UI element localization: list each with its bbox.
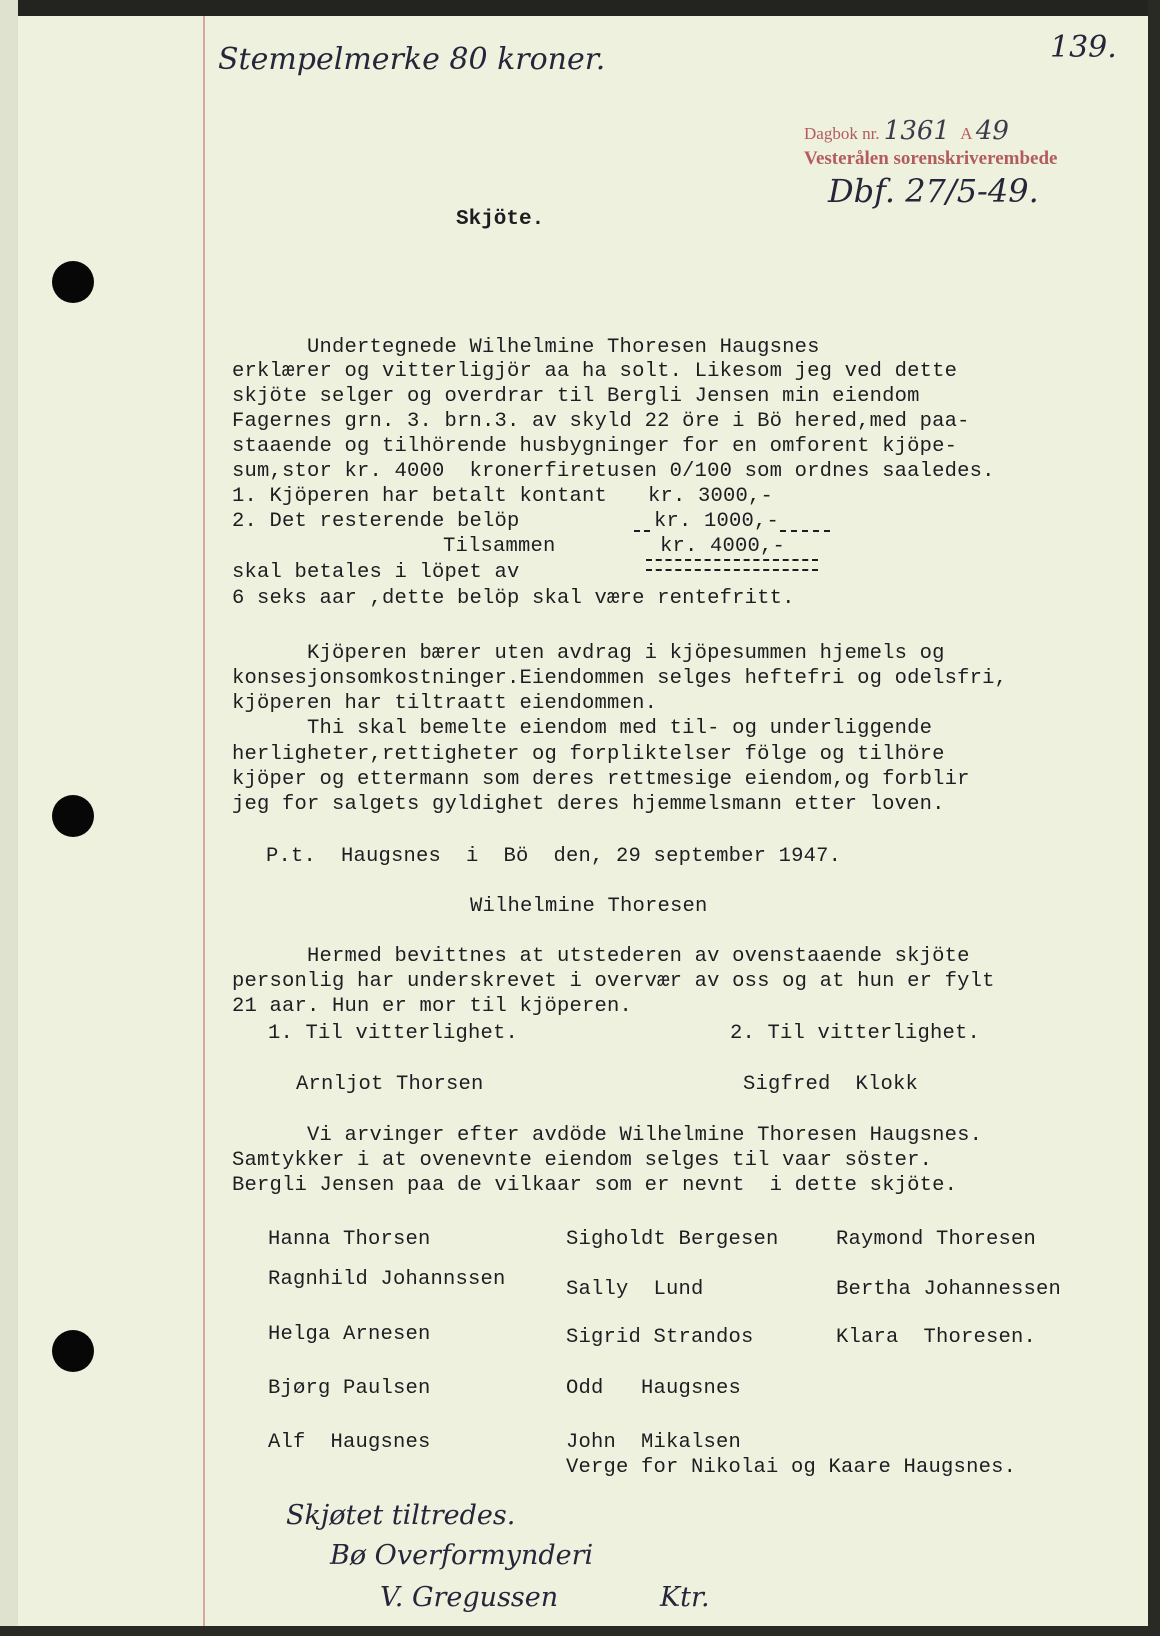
text-line: sum,stor kr. 4000 kronerfiretusen 0/100 som ordnes saaledes. (232, 460, 995, 483)
text-line: Samtykker i at ovenevnte eiendom selges til vaar söster. (232, 1149, 933, 1172)
witness2-name: Sigfred Klokk (743, 1073, 919, 1096)
approval-line: Ktr. (660, 1582, 710, 1613)
payment-line1-amount: kr. 3000,- (648, 485, 774, 508)
approval-line: Bø Overformynderi (330, 1540, 594, 1571)
text-line: kjöper og ettermann som deres rettmesige eiendom,og forblir (232, 768, 970, 791)
page-number: 139. (1050, 30, 1117, 65)
payment-line2-amount: kr. 1000,- (654, 510, 780, 533)
dash-filler (634, 530, 650, 532)
text-line: Bergli Jensen paa de vilkaar som er nevnt i dette skjöte. (232, 1174, 958, 1197)
punch-hole-icon (52, 795, 94, 837)
heir-name: Ragnhild Johannssen (268, 1268, 506, 1291)
text-line: staaende og tilhörende husbygninger for en omforent kjöpe- (232, 435, 958, 458)
text-line: Thi skal bemelte eiendom med til- og underliggende (232, 717, 933, 740)
witness1-label: 1. Til vitterlighet. (268, 1022, 519, 1045)
text-line: konsesjonsomkostninger.Eiendommen selges heftefri og odelsfri, (232, 667, 1008, 690)
heir-name: Sigrid Strandos (566, 1326, 754, 1349)
heir-name: Raymond Thoresen (836, 1228, 1037, 1251)
heir-name: Alf Haugsnes (268, 1431, 431, 1454)
text-line: kjöperen har tiltraatt eiendommen. (232, 692, 658, 715)
heir-name: John Mikalsen (566, 1431, 742, 1454)
witness1-name: Arnljot Thorsen (296, 1073, 484, 1096)
heir-name: Helga Arnesen (268, 1323, 431, 1346)
registry-stamp-office: Vesterålen sorenskriverembede (804, 148, 1058, 169)
text-line: 21 aar. Hun er mor til kjöperen. (232, 995, 633, 1018)
text-line: jeg for salgets gyldighet deres hjemmelsmann etter loven. (232, 793, 945, 816)
heir-name: Sally Lund (566, 1278, 704, 1301)
payment-line1-label: 1. Kjöperen har betalt kontant (232, 485, 608, 508)
stamp-fee-note: Stempelmerke 80 kroner. (218, 42, 606, 77)
text-line: herligheter,rettigheter og forpliktelser fölge og tilhöre (232, 743, 945, 766)
approval-line: V. Gregussen (380, 1582, 559, 1613)
red-margin-line (203, 16, 205, 1626)
text-line: Undertegnede Wilhelmine Thoresen Haugsnes (232, 336, 820, 359)
stamp-dagbok-number: 1361 (883, 116, 950, 146)
document-title: Skjöte. (456, 208, 545, 231)
stamp-year-prefix: A (960, 124, 972, 143)
stamp-year: 49 (975, 116, 1009, 146)
scan-border-right (1148, 0, 1160, 1636)
registry-stamp-line1 (804, 116, 1009, 146)
approval-line: Skjøtet tiltredes. (286, 1500, 516, 1531)
text-line: erklærer og vitterligjör aa ha solt. Likesom jeg ved dette (232, 360, 958, 383)
witness2-label: 2. Til vitterlighet. (730, 1022, 981, 1045)
text-line: personlig har underskrevet i overvær av oss og at hun er fylt (232, 970, 995, 993)
heir-name: Hanna Thorsen (268, 1228, 431, 1251)
text-line: Kjöperen bærer uten avdrag i kjöpesummen hjemels og (232, 642, 945, 665)
text-line: skjöte selger og overdrar til Bergli Jensen min eiendom (232, 385, 920, 408)
payment-total-label: Tilsammen (443, 535, 556, 558)
heir-name: Odd Haugsnes (566, 1377, 742, 1400)
heir-name: Sigholdt Bergesen (566, 1228, 779, 1251)
place-date: P.t. Haugsnes i Bö den, 29 september 1947. (266, 845, 842, 868)
guardian-note: Verge for Nikolai og Kaare Haugsnes. (566, 1456, 1017, 1479)
heir-name: Bjørg Paulsen (268, 1377, 431, 1400)
payment-line2-label: 2. Det resterende belöp (232, 510, 520, 533)
heir-name: Bertha Johannessen (836, 1278, 1062, 1301)
registration-note: Dbf. 27/5-49. (828, 172, 1039, 210)
payment-total-amount: kr. 4000,- (660, 535, 786, 558)
text-line: Fagernes grn. 3. brn.3. av skyld 22 öre i Bö hered,med paa- (232, 410, 970, 433)
text-line: Hermed bevittnes at utstederen av ovenstaaende skjöte (232, 945, 970, 968)
stamp-dagbok-label: Dagbok nr. (804, 124, 880, 143)
seller-signature: Wilhelmine Thoresen (470, 895, 708, 918)
text-line: 6 seks aar ,dette belöp skal være rentefritt. (232, 587, 795, 610)
text-line: skal betales i löpet av (232, 561, 520, 584)
text-line: Vi arvinger efter avdöde Wilhelmine Thoresen Haugsnes. (232, 1124, 983, 1147)
scan-border-left (0, 0, 18, 1636)
punch-hole-icon (52, 1330, 94, 1372)
punch-hole-icon (52, 261, 94, 303)
heir-name: Klara Thoresen. (836, 1326, 1037, 1349)
scan-border-top (0, 0, 1160, 16)
dash-filler (780, 530, 830, 532)
scan-border-bottom (0, 1626, 1160, 1636)
total-double-rule (646, 559, 818, 571)
